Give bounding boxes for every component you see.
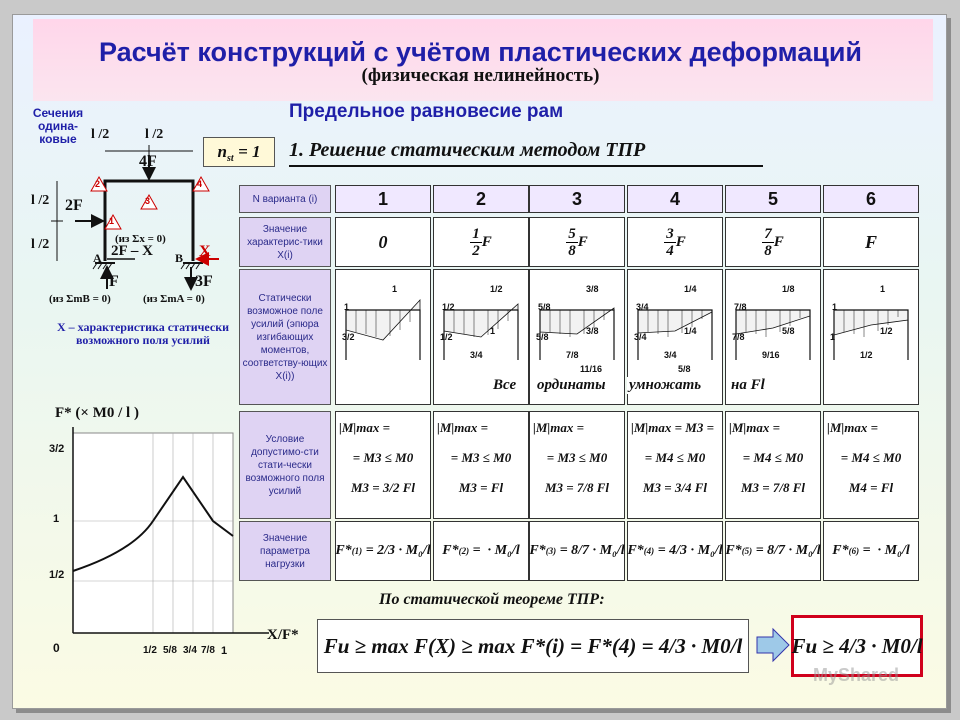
diagram-ordinate: 3/2 xyxy=(342,332,355,342)
load-index: (6) xyxy=(848,546,860,556)
x-tick-3-4: 3/4 xyxy=(183,645,197,656)
condition-3 xyxy=(529,411,625,519)
load-param-6: F* (6) = · M₀/l xyxy=(823,521,919,581)
y-tick-1: 1 xyxy=(53,513,60,525)
row-header-x: Значение характерис-тики X(i) xyxy=(239,217,331,267)
graph-ylabel: F* (× M0 / l ) xyxy=(55,405,139,421)
condition-1 xyxy=(335,411,431,519)
diagram-ordinate: 1/2 xyxy=(442,302,455,312)
x-den: 2 xyxy=(472,242,480,259)
diagram-ordinate: 3/8 xyxy=(586,326,599,336)
dim-l2-right: l /2 xyxy=(145,127,164,142)
condition-line-3: M4 = Fl xyxy=(848,480,894,495)
diagram-ordinate: 3/4 xyxy=(664,350,677,360)
x-tick-1-2: 1/2 xyxy=(143,645,157,656)
col-header-6: 6 xyxy=(823,185,919,213)
diagram-ordinate: 7/8 xyxy=(566,350,579,360)
support-a: A xyxy=(93,251,102,265)
y-tick-0: 0 xyxy=(53,641,60,655)
condition-line-1: |M|max = xyxy=(827,420,879,435)
graph-xlabel: X/F* xyxy=(267,627,299,643)
diagram-ordinate: 5/8 xyxy=(538,302,551,312)
load-index: (1) xyxy=(351,546,363,556)
x-den: 8 xyxy=(568,242,576,259)
y-tick-1-2: 1/2 xyxy=(49,569,65,581)
watermark: MyShared xyxy=(813,665,900,685)
col-header-2: 2 xyxy=(433,185,529,213)
slide xyxy=(12,14,947,709)
reaction-3f: 3F xyxy=(195,273,213,290)
y-tick-3-2: 3/2 xyxy=(49,443,65,455)
x-num: 7 xyxy=(764,225,772,242)
diagram-ordinate: 5/8 xyxy=(782,326,795,336)
load-coef: 8/7 xyxy=(767,543,786,558)
diagram-ordinate: 3/4 xyxy=(470,350,483,360)
page-title: Расчёт конструкций с учётом пластических деформаций xyxy=(98,37,863,67)
diagram-ordinate: 5/8 xyxy=(536,332,549,342)
result-box: Fu ≥ 4/3 · M0/l xyxy=(791,615,923,677)
load-index: (2) xyxy=(458,546,470,556)
condition-line-2: = M3 ≤ M0 xyxy=(450,450,512,465)
diagram-ordinate: 1 xyxy=(392,284,398,294)
page-subtitle: (физическая нелинейность) xyxy=(361,65,600,86)
x-value-4 xyxy=(627,217,723,267)
col-header-5: 5 xyxy=(725,185,821,213)
marker-4: 4 xyxy=(197,179,203,189)
diagram-ordinate: 1/2 xyxy=(440,332,453,342)
condition-line-1: |M|max = xyxy=(533,420,585,435)
condition-line-1: |M|max = xyxy=(729,420,781,435)
nst-symbol: n xyxy=(217,142,227,161)
x-value-6 xyxy=(823,217,919,267)
x-unit: F xyxy=(773,233,784,250)
marker-3: 3 xyxy=(145,196,151,206)
x-value-whole: 0 xyxy=(378,231,388,252)
x-num: 5 xyxy=(568,225,576,242)
load-index: (4) xyxy=(643,546,655,556)
col-header-1: 1 xyxy=(335,185,431,213)
x-unit: F xyxy=(864,231,877,252)
col-header-3: 3 xyxy=(529,185,625,213)
arrow-right-icon xyxy=(753,625,793,665)
load-param-1: F* (1) = 2/3 · M₀/l xyxy=(335,521,431,581)
x-tick-1: 1 xyxy=(221,645,228,657)
x-value-frac xyxy=(566,226,578,259)
force-x: X xyxy=(199,243,211,260)
diagram-ordinate: 1/8 xyxy=(782,284,795,294)
condition-2 xyxy=(433,411,529,519)
x-tick-5-8: 5/8 xyxy=(163,645,177,656)
diagram-ordinate: 1 xyxy=(490,326,496,336)
method-title: 1. Решение статическим методом ТПР xyxy=(289,139,646,161)
force-2f-minus-x: 2F – X xyxy=(111,243,153,259)
load-2f: 2F xyxy=(65,197,83,214)
note-all: Все xyxy=(493,377,517,393)
x-definition: X – характеристика статически возможного поля усилий xyxy=(56,320,230,347)
dim-l2-side-top: l /2 xyxy=(31,193,50,208)
note-ordinates: ординаты xyxy=(537,377,606,393)
eq-sigma-x: (из Σx = 0) xyxy=(115,233,166,245)
col-header-4: 4 xyxy=(627,185,723,213)
eq-sum-mb: (из ΣmB = 0) xyxy=(49,293,111,305)
diagram-ordinate: 1/2 xyxy=(860,350,873,360)
marker-2: 2 xyxy=(95,179,101,189)
diagram-ordinate: 3/4 xyxy=(634,332,647,342)
condition-line-2: = M3 ≤ M0 xyxy=(546,450,608,465)
x-value-frac xyxy=(470,226,482,259)
sections-note: Сечения одина-ковые xyxy=(32,106,84,146)
load-param-4: F* (4) = 4/3 · M₀/l xyxy=(627,521,723,581)
moment-diagram-1 xyxy=(335,269,431,405)
diagram-ordinate: 9/16 xyxy=(762,350,780,360)
diagram-ordinate: 3/8 xyxy=(586,284,599,294)
dim-l2-left: l /2 xyxy=(91,127,110,142)
diagram-ordinate: 7/8 xyxy=(734,302,747,312)
row-header-variant: N варианта (i) xyxy=(239,185,331,213)
diagram-ordinate: 1 xyxy=(880,284,886,294)
diagram-ordinate: 11/16 xyxy=(580,364,603,374)
x-value-frac xyxy=(664,226,676,259)
x-unit: F xyxy=(675,233,686,250)
condition-line-2: = M4 ≤ M0 xyxy=(742,450,804,465)
theorem-label: По статической теореме ТПР: xyxy=(379,591,605,608)
x-unit: F xyxy=(577,233,588,250)
x-tick-7-8: 7/8 xyxy=(201,645,215,656)
row-header-moments: Статически возможное поле усилий (эпюра изгибающих моментов, соответству-ющих X(i)) xyxy=(239,269,331,405)
x-den: 8 xyxy=(764,242,772,259)
load-coef: 4/3 xyxy=(669,543,688,558)
condition-line-1: |M|max = xyxy=(437,420,489,435)
condition-line-3: M3 = Fl xyxy=(458,480,504,495)
x-den: 4 xyxy=(666,242,674,259)
note-multiply: умножать xyxy=(629,377,702,393)
method-underline xyxy=(289,165,763,167)
final-formula: Fu ≥ max F(X) ≥ max F*(i) = F*(4) = 4/3 · M0/l xyxy=(317,619,749,673)
condition-line-3: M3 = 3/4 Fl xyxy=(642,480,708,495)
condition-line-3: M3 = 3/2 Fl xyxy=(350,480,416,495)
moment-diagram-6 xyxy=(823,269,919,405)
load-param-5: F* (5) = 8/7 · M₀/l xyxy=(725,521,821,581)
diagram-ordinate: 1/2 xyxy=(490,284,503,294)
row-header-condition: Условие допустимо-сти стати-чески возможного поля усилий xyxy=(239,411,331,519)
condition-line-1: |M|max = xyxy=(339,420,391,435)
x-value-2 xyxy=(433,217,529,267)
condition-line-2: = M4 ≤ M0 xyxy=(840,450,902,465)
diagram-ordinate: 3/4 xyxy=(636,302,649,312)
x-value-1 xyxy=(335,217,431,267)
diagram-ordinate: 1/4 xyxy=(684,284,697,294)
nst-subscript: st xyxy=(226,153,234,165)
load-4f: 4F xyxy=(139,153,157,170)
diagram-ordinate: 1 xyxy=(832,302,838,312)
frame-scheme xyxy=(27,121,251,321)
x-num: 1 xyxy=(472,225,480,242)
diagram-ordinate: 1/4 xyxy=(684,326,697,336)
x-value-frac xyxy=(762,226,774,259)
condition-4 xyxy=(627,411,723,519)
moment-epure xyxy=(824,270,918,404)
diagram-ordinate: 1/2 xyxy=(880,326,893,336)
diagram-ordinate: 1 xyxy=(830,332,836,342)
x-num: 3 xyxy=(666,225,674,242)
x-value-3 xyxy=(529,217,625,267)
x-unit: F xyxy=(481,233,492,250)
condition-line-2: = M3 ≤ M0 xyxy=(352,450,414,465)
load-coef: 8/7 xyxy=(571,543,590,558)
load-index: (5) xyxy=(741,546,753,556)
load-param-3: F* (3) = 8/7 · M₀/l xyxy=(529,521,625,581)
load-index: (3) xyxy=(545,546,557,556)
x-value-5 xyxy=(725,217,821,267)
eq-sum-ma: (из ΣmA = 0) xyxy=(143,293,205,305)
condition-5 xyxy=(725,411,821,519)
diagram-ordinate: 1 xyxy=(344,302,350,312)
support-b: B xyxy=(175,251,184,265)
diagram-ordinate: 7/8 xyxy=(732,332,745,342)
diagram-ordinate: 5/8 xyxy=(678,364,691,374)
nst-value: = 1 xyxy=(238,142,261,161)
marker-1: 1 xyxy=(109,216,115,226)
dim-l2-side-bottom: l /2 xyxy=(31,237,50,252)
note-fl: на Fl xyxy=(731,377,765,393)
load-coef: 2/3 xyxy=(377,543,396,558)
load-param-2: F* (2) = · M₀/l xyxy=(433,521,529,581)
reaction-f: F xyxy=(109,273,119,290)
condition-6 xyxy=(823,411,919,519)
condition-line-3: M3 = 7/8 Fl xyxy=(740,480,806,495)
section-title: Предельное равновесие рам xyxy=(289,101,564,122)
condition-line-1: |M|max = M3 = xyxy=(631,420,715,435)
row-header-load: Значение параметра нагрузки xyxy=(239,521,331,581)
condition-line-2: = M4 ≤ M0 xyxy=(644,450,706,465)
condition-line-3: M3 = 7/8 Fl xyxy=(544,480,610,495)
